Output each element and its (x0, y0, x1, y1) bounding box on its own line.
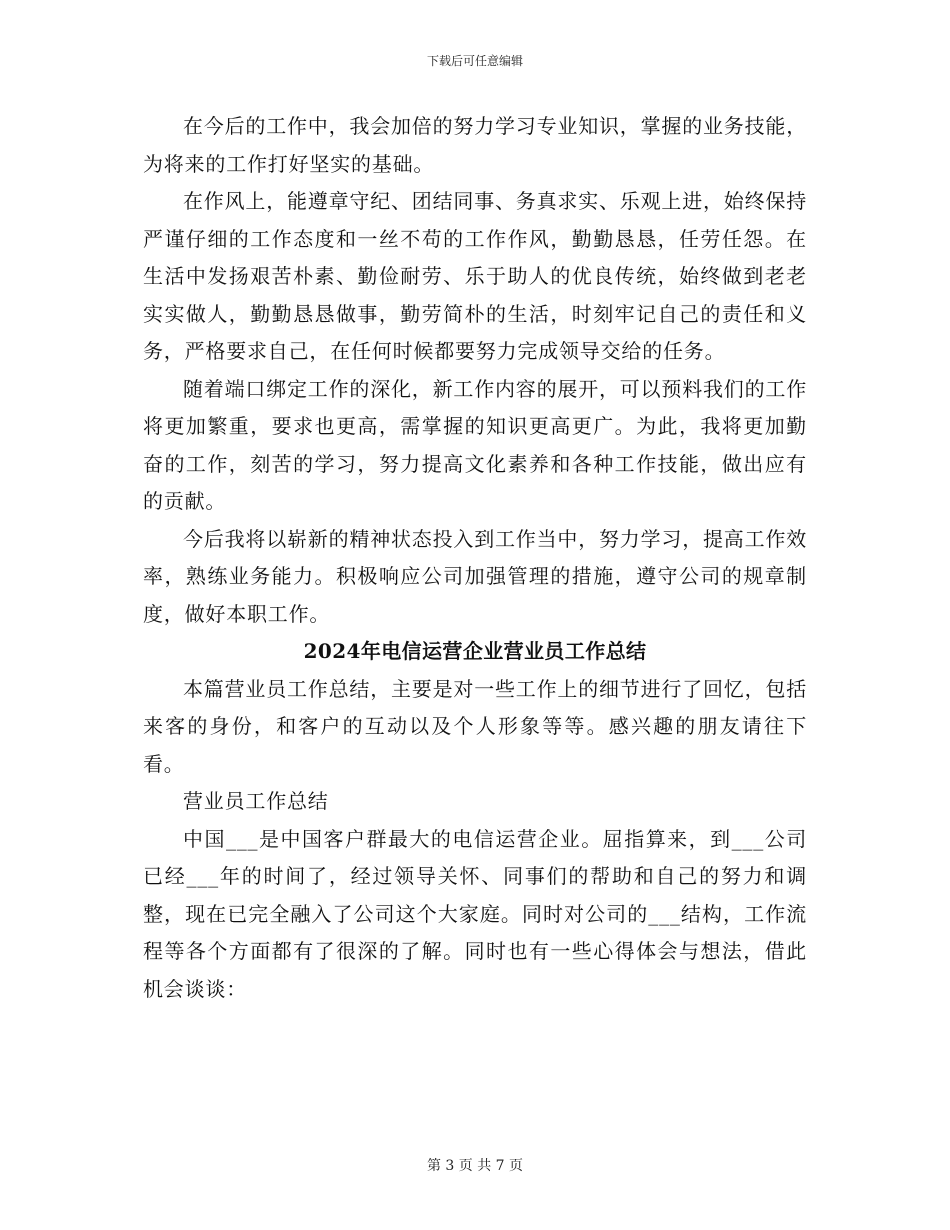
document-body (143, 108, 807, 1008)
page-header-note: 下载后可任意编辑 (426, 54, 523, 68)
paragraph-study-plan: 在今后的工作中，我会加倍的努力学习专业知识，掌握的业务技能，为将来的工作打好坚实的基础。 (143, 114, 807, 176)
paragraph-future-outlook: 今后我将以崭新的精神状态投入到工作当中，努力学习，提高工作效率，熟练业务能力。积极响应公司加强管理的措施，遵守公司的规章制度，做好本职工作。 (143, 526, 807, 626)
paragraph-company-intro: 中国___是中国客户群最大的电信运营企业。屈指算来，到___公司已经___年的时间了，经过领导关怀、同事们的帮助和自己的努力和调整，现在已完全融入了公司这个大家庭。同时对公司的___结构，工作流程等各个方面都有了很深的了解。同时也有一些心得体会与想法，借此机会谈谈： (143, 826, 807, 1001)
page-number: 第 3 页 共 7 页 (426, 1158, 524, 1174)
paragraph-work-style: 在作风上，能遵章守纪、团结同事、务真求实、乐观上进，始终保持严谨仔细的工作态度和一丝不苟的工作作风，勤勤恳恳，任劳任怨。在生活中发扬艰苦朴素、勤俭耐劳、乐于助人的优良传统，始终做到老老实实做人，勤勤恳恳做事，勤劳简朴的生活，时刻牢记自己的责任和义务，严格要求自己，在任何时候都要努力完成领导交给的任务。 (143, 189, 807, 363)
paragraph-port-binding: 随着端口绑定工作的深化，新工作内容的展开，可以预料我们的工作将更加繁重，要求也更高，需掌握的知识更高更广。为此，我将更加勤奋的工作，刻苦的学习，努力提高文化素养和各种工作技能，做出应有的贡献。 (143, 376, 807, 513)
paragraph-intro: 本篇营业员工作总结，主要是对一些工作上的细节进行了回忆，包括来客的身份，和客户的互动以及个人形象等等。感兴趣的朋友请往下看。 (143, 676, 807, 776)
paragraph-subheading: 营业员工作总结 (183, 789, 329, 813)
section-title: 2024年电信运营企业营业员工作总结 (303, 639, 647, 663)
